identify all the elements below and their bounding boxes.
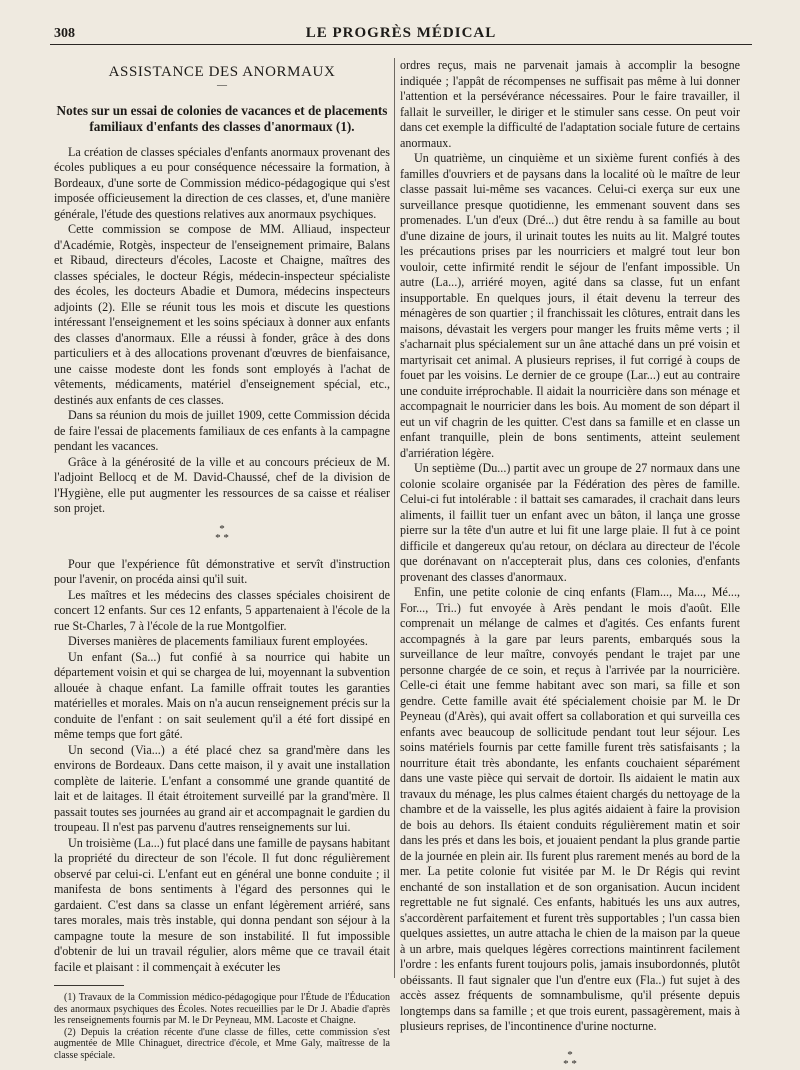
paragraph: Les maîtres et les médecins des classes spéciales choisirent de concert 12 enfants. Sur ces 12 enfants, 5 appartenaient à l'école de la rue St-Charles, 7 à l'école de la rue Montgolfier. [54,587,390,633]
paragraph: Pour que l'expérience fût démonstrative et servît d'instruction pour l'avenir, on procéda ainsi qu'il suit. [54,556,390,586]
paragraph: Diverses manières de placements familiaux furent employées. [68,634,368,648]
left-paragraphs-2 [54,557,390,976]
footnote-rule [54,985,124,986]
left-column [54,58,390,1061]
paragraph: Un quatrième, un cinquième et un sixième furent confiés à des familles d'ouvriers et de paysans dans la localité où le maître de leur classe passait lui-même ses vacances. Celui-ci exerça sur eux une surveillance presque quotidienne, les emmenant souvent dans ses promenades. L'un d'eux (Dré...) dut être rendu à sa famille au bout d'une dizaine de jours, il urinait toutes les nuits au lit. Malgré toutes les précautions prises par les nourriciers et malgré tout leur bon vouloir, cette infirmité rendit le séjour de l'enfant impossible. Un autre (La...), arriéré moyen, agité dans sa classe, fut un enfant insupportable. En quelques jours, il était devenu la terreur des ménagères de son quartier ; il franchissait les clôtures, entrait dans les maisons, dévastait les vergers pour manger les fruits même verts ; il s'acharnait plus spécialement sur un âne attaché dans un pré voisin et martyrisait cet animal. A plusieurs reprises, il fut corrigé à coups de fouet par les voisins. Le dernier de ce groupe (Lar...) eut au contraire une conduite irréprochable. Il aidait la nourricière dans son ménage et accompagnait le nourricier dans les bois. Au moment de son départ il eut un vif chagrin de les quitter. C'est dans sa famille et en classe un enfant tranquille, plein de bons sentiments, atteint seulement d'arriération légère. [400,151,740,460]
paragraph: ordres reçus, mais ne parvenait jamais à accomplir la besogne indiquée ; l'appât de récompenses ne suffisait pas même à lui donner l'attention et la persévérance nécessaires. Pour le faire travailler, il fallait le surveiller, le diriger et le stimuler sans cesse. On peut voir dans cet exemple la difficulté de l'adaptation sociale future de certains anormaux. [400,58,740,150]
footnote: (2) Depuis la création récente d'une classe de filles, cette commission s'est augmentée de Mlle Chinaguet, directrice d'école, et Mme Galy, maîtresse de la classe spéciale. [54,1026,390,1061]
paragraph: Dans sa réunion du mois de juillet 1909, cette Commission décida de faire l'essai de placements familiaux de ces enfants à la campagne pendant les vacances. [54,408,390,453]
paragraph: Un troisième (La...) fut placé dans une famille de paysans habitant la propriété du directeur de son l'école. Il fut donc régulièrement observé par celui-ci. L'enfant eut en général une bonne conduite ; il manifesta de bons sentiments à l'égard des personnes qui le gardaient. C'est dans sa classe un enfant légèrement arriéré, sans tares morales, mais très instable, qui donna pendant son séjour à la campagne toute la mesure de son instabilité. Il fut impossible d'obtenir de lui un travail régulier, alors même que ce travail était facile et plaisant : il commençait à exécuter les [54,835,390,974]
paragraph: Un second (Via...) a été placé chez sa grand'mère dans les environs de Bordeaux. Dans cette maison, il y avait une installation complète de laiterie. L'enfant a consommé une grande quantité de lait et de laitages. Il était étroitement surveillé par la grand'mère. Il passait toutes ses journées au grand air et accompagnait le gardien du troupeau. Il n'est pas parvenu d'autres renseignements sur lui. [54,742,390,834]
page-number: 308 [54,26,75,41]
end-separator: * * * [563,1048,577,1070]
column-rule [394,58,395,978]
right-column [400,58,740,1069]
title-dash: — [217,79,227,91]
journal-title: LE PROGRÈS MÉDICAL [305,25,497,41]
paragraph: Un enfant (Sa...) fut confié à sa nourrice qui habite un département voisin et qui se chargea de lui, moyennant la subvention allouée à chaque enfant. La famille offrait toutes les garanties matérielles et morales. Mais on n'a aucun renseignement précis sur la conduite de l'enfant : on sait seulement qu'il a été fort dissipé en même temps que fort gâté. [54,649,390,741]
footnote: (1) Travaux de la Commission médico-pédagogique pour l'Étude de l'Éducation des anormaux psychiques des Écoles. Notes recueillies par le Dr J. Abadie d'après les renseignements fournis par M. le Dr Peyneau, MM. Lacoste et Chaigne. [54,992,390,1026]
section-separator: * * * [215,522,229,544]
article-title: Notes sur un essai de colonies de vacances et de placements familiaux d'enfants des classes d'anormaux (1). [56,102,388,134]
section-title: ASSISTANCE DES ANORMAUX [108,64,336,80]
left-paragraphs-1 [54,145,390,517]
running-header [50,22,752,45]
paragraph: La création de classes spéciales d'enfants anormaux provenant des écoles publiques a eu pour conséquence nécessaire la formation, à Bordeaux, d'une sorte de Commission médico-pédagogique qui s'est imposée officieusement la direction de ces classes, et, d'une manière générale, l'étude des questions relatives aux anormaux psychiques. [54,144,390,221]
paragraph: Un septième (Du...) partit avec un groupe de 27 normaux dans une colonie scolaire organisée par la Fédération des pères de famille. Celui-ci fut intolérable : il battait ses camarades, il crachait dans leurs aliments, il faillit tuer un enfant avec un bâton, il lança une grosse pierre sur la tête d'un autre et lui fit une large plaie. Il fut à ce point difficile et dangereux qu'au retour, on déclara au directeur de l'école que dorénavant on n'accepterait plus, dans ces colonies, d'enfants provenant des classes d'anormaux. [400,461,740,584]
paragraph: Grâce à la générosité de la ville et au concours précieux de M. l'adjoint Bellocq et de M. David-Chaussé, chef de la division de l'Hygiène, elle put augmenter les ressources de sa caisse et réaliser son projet. [54,454,390,515]
paragraph: Enfin, une petite colonie de cinq enfants (Flam..., Ma..., Mé..., For..., Tri..) fut envoyée à Arès pendant le mois d'août. Elle comprenait un mélange de calmes et d'agités. Ces enfants furent accompagnés à la gare par leurs parents, embarqués sous la surveillance de leur maître, convoyés pendant le trajet par une personne chargée de ce soin, et reçus à l'arrivée par la nourricière. Celle-ci était une femme habitant avec son mari, sa fille et son gendre. Cette famille avait été spécialement choisie par M. le Dr Peyneau (d'Arès), qui avait offert sa collaboration et qui surveilla ces enfants avec beaucoup de sollicitude pendant tout leur séjour. Les soins matériels fournis par cette famille furent très satisfaisants ; la nourriture était très abondante, les enfants couchaient séparément dans une vaste pièce qui servait de dortoir. Ils aidaient le matin aux travaux du ménage, les plus calmes étaient chargés du nettoyage de la chambre et de la vaisselle, les plus agités aidaient à faire la provision de bois au dehors. Ils étaient conduits régulièrement matin et soir dans les prés et dans les bois, et jouaient pendant la plus grande partie de la journée en plein air. Ils furent plus rarement menés au bord de la mer. La petite colonie fut visitée par M. le Dr Régis qui revint enchanté de son installation et de son organisation. Aucun incident regrettable ne fut signalé. Ces enfants, habitués les uns aux autres, s'accordèrent parfaitement et furent très supportables ; l'un cassa bien quelques assiettes, un autre attacha le chien de la maison par la queue à un arbre, mais quelques légères corrections maintinrent facilement l'ordre : les enfants furent toujours polis, jamais insubordonnés, plutôt obéissants. Il faut signaler que l'un d'entre eux (Fla..) fut sujet à des accès assez fréquents de somnambulisme, qu'il présente depuis longtemps dans sa famille ; et que trois eurent, passagèrement, mais à plusieurs reprises, de l'incontinence d'urine nocturne. [400,585,740,1033]
paragraph: Cette commission se compose de MM. Alliaud, inspecteur d'Académie, Rotgès, inspecteur de l'enseignement primaire, Balans et Ribaud, directeurs d'écoles, Lacoste et Chaigne, maîtres des classes spéciales, le docteur Régis, médecin-inspecteur spécialiste des écoles, les docteurs Abadie et Dumora, médecins inspecteurs adjoints (2). Elle se réunit tous les mois et discute les questions intéressant l'enseignement et les soins spéciaux à donner aux enfants des classes d'anormaux. Elle a réussi à fonder, grâce à des dons particuliers et à des allocations provenant d'œuvres de bienfaisance, une caisse modeste dont les fonds sont employés à l'achat de vêtements, médicaments, matériel d'enseignement spécial, etc., destinés aux enfants de ces classes. [54,222,390,407]
